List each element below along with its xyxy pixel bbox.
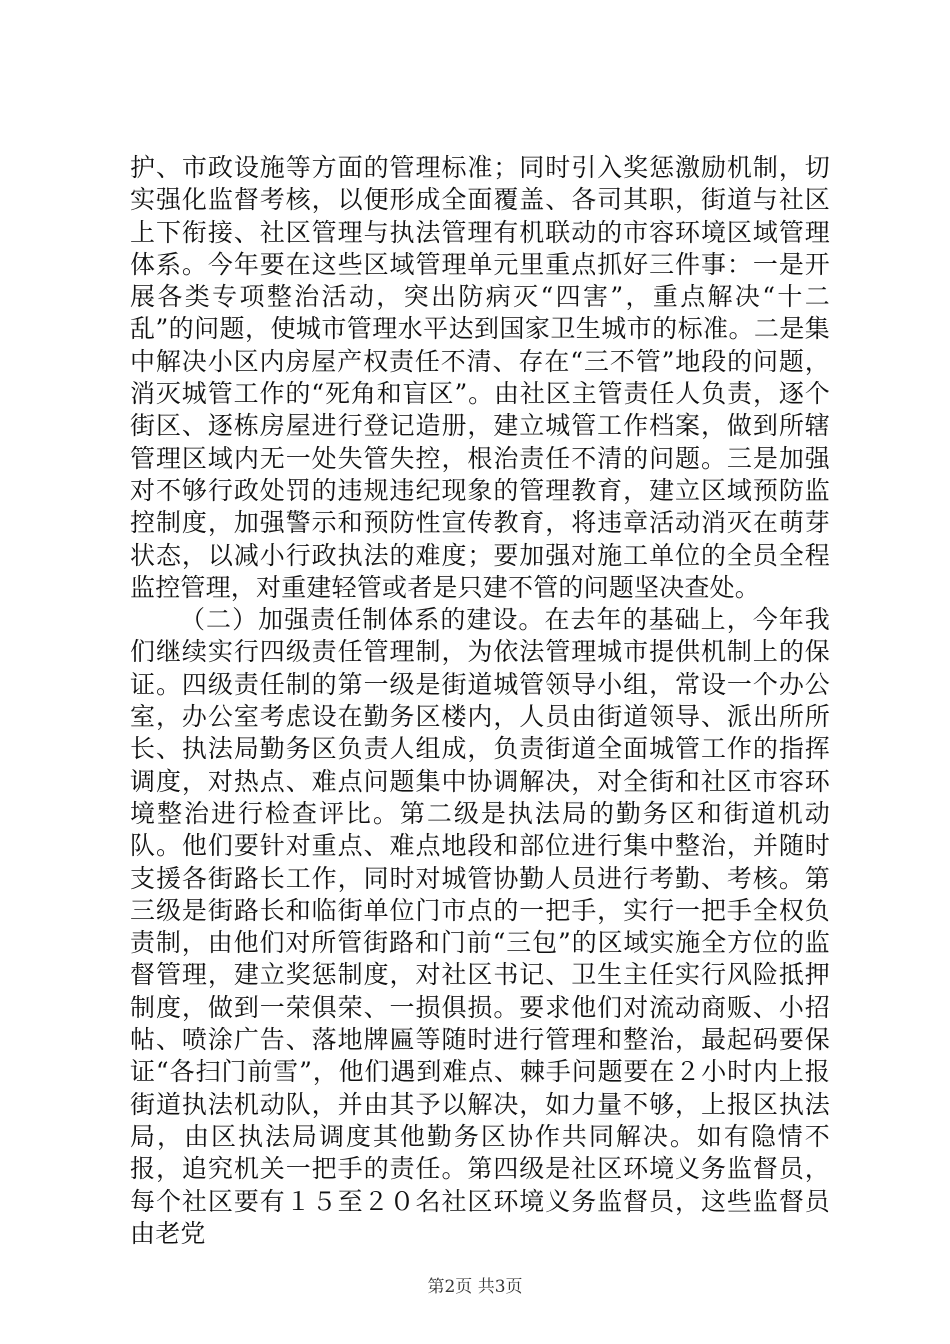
body-paragraph-1: 护、市政设施等方面的管理标准；同时引入奖惩激励机制，切实强化监督考核，以便形成全面覆盖、各司其职，街道与社区上下衔接、社区管理与执法管理有机联动的市容环境区域管理体系。今年要在这些区域管理单元里重点抓好三件事：一是开展各类专项整治活动，突出防病灭“四害”，重点解决“十二乱”的问题，使城市管理水平达到国家卫生城市的标准。二是集中解决小区内房屋产权责任不清、存在“三不管”地段的问题，消灭城管工作的“死角和盲区”。由社区主管责任人负责，逐个街区、逐栋房屋进行登记造册，建立城管工作档案，做到所辖管理区域内无一处失管失控，根治责任不清的问题。三是加强对不够行政处罚的违规违纪现象的管理教育，建立区域预防监控制度，加强警示和预防性宣传教育，将违章活动消灭在萌芽状态，以减小行政执法的难度；要加强对施工单位的全员全程监控管理，对重建轻管或者是只建不管的问题坚决查处。 <box>130 153 830 602</box>
page-number-footer: 第2页 共3页 <box>427 1277 523 1297</box>
body-paragraph-2: （二）加强责任制体系的建设。在去年的基础上，今年我们继续实行四级责任管理制，为依法管理城市提供机制上的保证。四级责任制的第一级是街道城管领导小组，常设一个办公室，办公室考虑设在勤务区楼内，人员由街道领导、派出所所长、执法局勤务区负责人组成，负责街道全面城管工作的指挥调度，对热点、难点问题集中协调解决，对全街和社区市容环境整治进行检查评比。第二级是执法局的勤务区和街道机动队。他们要针对重点、难点地段和部位进行集中整治，并随时支援各街路长工作，同时对城管协勤人员进行考勤、考核。第三级是街路长和临街单位门市点的一把手，实行一把手全权负责制，由他们对所管街路和门前“三包”的区域实施全方位的监督管理，建立奖惩制度，对社区书记、卫生主任实行风险抵押制度，做到一荣俱荣、一损俱损。要求他们对流动商贩、小招帖、喷涂广告、落地牌匾等随时进行管理和整治，最起码要保证“各扫门前雪”，他们遇到难点、棘手问题要在２小时内上报街道执法机动队，并由其予以解决，如力量不够，上报区执法局，由区执法局调度其他勤务区协作共同解决。如有隐情不报，追究机关一把手的责任。第四级是社区环境义务监督员，每个社区要有１５至２０名社区环境义务监督员，这些监督员由老党 <box>130 605 830 1248</box>
document-body <box>130 152 830 1250</box>
